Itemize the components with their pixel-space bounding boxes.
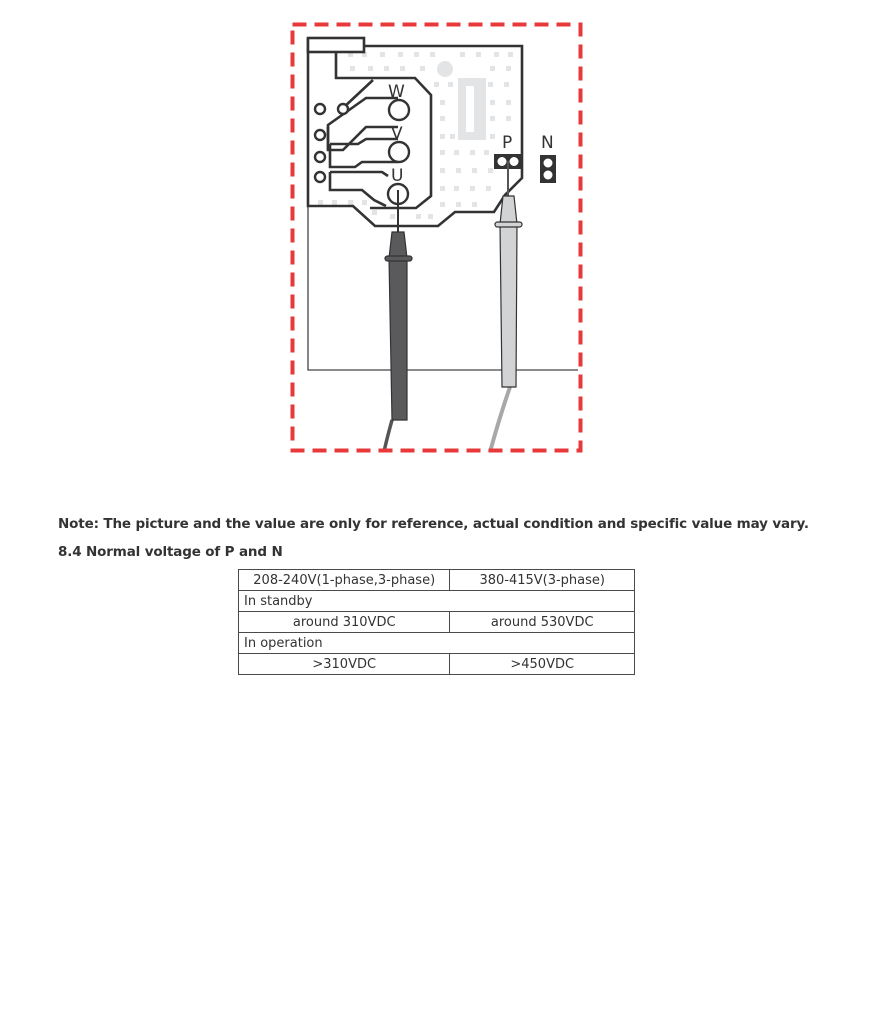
column-header: 208-240V(1-phase,3-phase) <box>239 570 450 591</box>
terminal-v <box>389 142 409 162</box>
terminal-n <box>540 155 556 183</box>
via-2 <box>338 104 348 114</box>
section-row <box>239 591 635 612</box>
highlight-frame <box>293 25 581 451</box>
table-cell: around 310VDC <box>239 612 450 633</box>
via-4 <box>315 152 325 162</box>
label-p: P <box>502 133 513 153</box>
section-row <box>239 633 635 654</box>
table-cell: around 530VDC <box>450 612 635 633</box>
pcb-board <box>308 38 522 226</box>
via-3 <box>315 130 325 140</box>
terminal-w <box>389 100 409 120</box>
voltage-table <box>238 569 635 675</box>
black-probe-cable <box>384 420 392 452</box>
via-1 <box>315 104 325 114</box>
grey-probe <box>490 161 522 452</box>
section-label: In standby <box>239 591 635 612</box>
column-header: 380-415V(3-phase) <box>450 570 635 591</box>
grey-probe-cable <box>490 387 510 452</box>
measurement-diagram <box>0 0 873 470</box>
via-5 <box>315 172 325 182</box>
label-w: W <box>388 82 405 102</box>
table-row <box>239 654 635 675</box>
black-probe <box>384 190 412 452</box>
label-v: V <box>391 124 403 144</box>
section-label: In operation <box>239 633 635 654</box>
table-cell: >450VDC <box>450 654 635 675</box>
label-u: U <box>391 166 404 186</box>
table-cell: >310VDC <box>239 654 450 675</box>
table-header-row <box>239 570 635 591</box>
reference-note: Note: The picture and the value are only for reference, actual condition and specific value may vary. <box>58 516 809 532</box>
table-row <box>239 612 635 633</box>
section-heading: 8.4 Normal voltage of P and N <box>58 544 283 560</box>
label-n: N <box>541 133 554 153</box>
